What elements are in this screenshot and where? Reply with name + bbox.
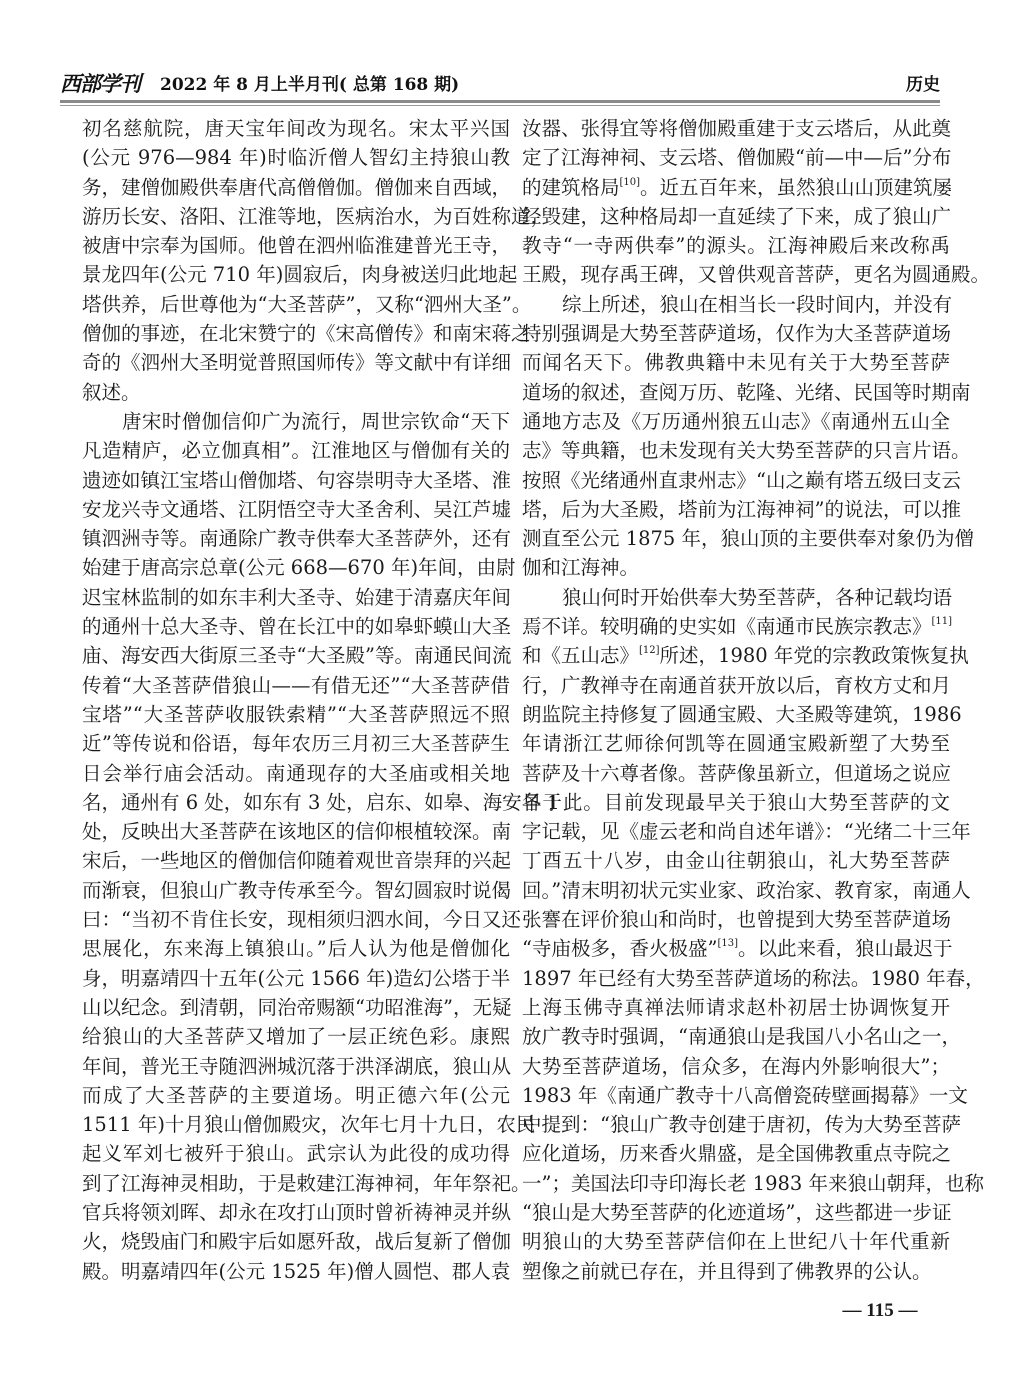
text-line: 伽和江海神。 <box>522 556 640 580</box>
running-header <box>60 66 940 100</box>
text-line: 朗监院主持修复了圆通宝殿、大圣殿等建筑，1986 <box>522 702 962 726</box>
citation-marker: [13] <box>717 938 738 950</box>
text-line: 山以纪念。到清朝，同治帝赐额“功昭淮海”，无疑 <box>82 995 512 1019</box>
text-line: 丁酉五十八岁，由金山往朝狼山，礼大势至菩萨 <box>522 849 950 873</box>
text-line: 放广教寺时强调，“南通狼山是我国八小名山之一， <box>522 1025 961 1049</box>
paragraph <box>522 114 991 290</box>
text-line: 安龙兴寺文通塔、江阴悟空寺大圣舍利、吴江芦墟 <box>82 497 512 521</box>
text-line: 殿。明嘉靖四年(公元 1525 年)僧人圆恺、郡人袁 <box>82 1259 511 1283</box>
text-line: 年间，普光王寺随泗洲城沉落于洪泽湖底，狼山从 <box>82 1054 512 1078</box>
text-line: 初名慈航院，唐天宝年间改为现名。宋太平兴国 <box>82 117 510 140</box>
text-line: 按照《光绪通州直隶州志》“山之巅有塔五级曰支云 <box>522 468 961 492</box>
text-line: 教寺“一寺两供奉”的源头。江海神殿后来改称禹 <box>522 234 950 258</box>
text-line: 和《五山志》[12]所述，1980 年党的宗教政策恢复执 <box>522 644 969 668</box>
text-line: 务，建僧伽殿供奉唐代高僧僧伽。僧伽来自西域， <box>82 175 512 199</box>
text-line: 名，通州有 6 处，如东有 3 处，启东、如皋、海安各 1 <box>82 790 560 814</box>
section-label: 历史 <box>906 75 940 95</box>
text-line: 传着“大圣菩萨借狼山——有借无还”“大圣菩萨借 <box>82 673 510 697</box>
header-rule-thick <box>60 100 940 103</box>
text-line: 景龙四年(公元 710 年)圆寂后，肉身被送归此地起 <box>82 263 518 287</box>
text-line: 1511 年)十月狼山僧伽殿灾，次年七月十九日，农民 <box>82 1113 536 1137</box>
text-line: 综上所述，狼山在相当长一段时间内，并没有 <box>562 292 953 316</box>
text-line: 而渐衰，但狼山广教寺传承至今。智幻圆寂时说偈 <box>82 878 512 902</box>
paragraph <box>82 114 551 407</box>
text-line: 塔，后为大圣殿，塔前为江海神祠”的说法，可以推 <box>522 497 961 521</box>
text-line: 而闻名天下。佛教典籍中未见有关于大势至菩萨 <box>522 351 950 375</box>
text-line: 1897 年已经有大势至菩萨道场的称法。1980 年春， <box>522 966 985 990</box>
text-line: 遗迹如镇江宝塔山僧伽塔、句容崇明寺大圣塔、淮 <box>82 468 512 492</box>
text-line: 的通州十总大圣寺、曾在长江中的如皋虾蟆山大圣 <box>82 615 512 639</box>
text-line: 测直至公元 1875 年，狼山顶的主要供奉对象仍为僧 <box>522 527 975 551</box>
paragraph <box>522 290 975 583</box>
paragraph <box>522 583 985 1286</box>
text-line: 塔供养，后世尊他为“大圣菩萨”，又称“泗州大圣”。 <box>82 292 532 316</box>
text-line: 日会举行庙会活动。南通现存的大圣庙或相关地 <box>82 761 510 785</box>
text-line: 道场的叙述，查阅万历、乾隆、光绪、民国等时期南 <box>522 380 971 404</box>
text-line: 通地方志及《万历通州狼五山志》《南通州五山全 <box>522 409 950 433</box>
text-line: 一”；美国法印寺印海长老 1983 年来狼山朝拜，也称 <box>522 1171 984 1195</box>
text-line: 处，反映出大圣菩萨在该地区的信仰根植较深。南 <box>82 820 512 844</box>
text-line: 上海玉佛寺真禅法师请求赵朴初居士协调恢复开 <box>522 995 950 1019</box>
citation-marker: [10] <box>619 176 641 188</box>
text-line: 定了江海神祠、支云塔、僧伽殿“前—中—后”分布 <box>522 146 952 170</box>
text-line: 应化道场，历来香火鼎盛，是全国佛教重点寺院之 <box>522 1142 952 1166</box>
text-line: 宋后，一些地区的僧伽信仰随着观世音崇拜的兴起 <box>82 849 512 873</box>
text-line: “狼山是大势至菩萨的化迹道场”，这些都进一步证 <box>522 1200 952 1224</box>
text-line: 镇泗洲寺等。南通除广教寺供奉大圣菩萨外，还有 <box>82 527 512 551</box>
right-column <box>522 114 991 1286</box>
text-line: 始建于唐高宗总章(公元 668—670 年)年间，由尉 <box>82 556 516 580</box>
text-line: “寺庙极多，香火极盛”[13]。以此来看，狼山最迟于 <box>522 937 953 961</box>
text-line: 塑像之前就已存在，并且得到了佛教界的公认。 <box>522 1259 932 1283</box>
text-line: 汝器、张得宜等将僧伽殿重建于支云塔后，从此奠 <box>522 117 952 140</box>
text-line: 近”等传说和俗语，每年农历三月初三大圣菩萨生 <box>82 732 510 756</box>
text-line: 的建筑格局[10]。近五百年来，虽然狼山山顶建筑屡 <box>522 175 953 199</box>
text-line: 宝塔”“大圣菩萨收服铁索精”“大圣菩萨照远不照 <box>82 702 510 726</box>
text-line: 王殿，现存禹王碑，又曾供观音菩萨，更名为圆通殿。 <box>522 263 991 287</box>
text-line: 迟宝林监制的如东丰利大圣寺、始建于清嘉庆年间 <box>82 585 512 609</box>
text-line: 狼山何时开始供奉大势至菩萨，各种记载均语 <box>562 585 953 609</box>
text-line: 火，烧毁庙门和殿宇后如愿歼敌，战后复新了僧伽 <box>82 1230 512 1254</box>
text-line: 回。”清末明初状元实业家、政治家、教育家，南通人 <box>522 878 971 902</box>
text-line: 奇的《泗州大圣明觉普照国师传》等文献中有详细 <box>82 351 512 375</box>
text-line: 行，广教禅寺在南通首获开放以后，育枚方丈和月 <box>522 673 952 697</box>
text-line: 叙述。 <box>82 380 141 404</box>
text-line: 菩萨及十六尊者像。菩萨像虽新立，但道场之说应 <box>522 761 952 785</box>
text-line: 官兵将领刘晖、却永在攻打山顶时曾祈祷神灵并纵 <box>82 1200 512 1224</box>
text-line: 经毁建，这种格局却一直延续了下来，成了狼山广 <box>522 204 952 228</box>
text-line: 明狼山的大势至菩萨信仰在上世纪八十年代重新 <box>522 1230 950 1254</box>
header-rule-thin <box>60 105 940 106</box>
text-line: 特别强调是大势至菩萨道场，仅作为大圣菩萨道场 <box>522 322 952 346</box>
paragraph <box>82 407 560 1286</box>
citation-marker: [11] <box>931 616 953 628</box>
text-line: 1983 年《南通广教寺十八高僧瓷砖壁画揭幕》一文 <box>522 1083 968 1107</box>
journal-logo: 西部学刊 <box>60 71 140 96</box>
text-line: 曰：“当初不肯住长安，现相须归泗水间，今日又还 <box>82 908 521 932</box>
text-line: 志》等典籍，也未发现有关大势至菩萨的只言片语。 <box>522 439 971 463</box>
text-line: 起义军刘七被歼于狼山。武宗认为此役的成功得 <box>82 1142 510 1166</box>
text-line: 游历长安、洛阳、江淮等地，医病治水，为百姓称道， <box>82 204 551 228</box>
page-number: — 115 — <box>842 1300 918 1321</box>
left-column <box>82 114 560 1286</box>
text-line: 僧伽的事迹，在北宋赞宁的《宋高僧传》和南宋蒋之 <box>82 322 531 346</box>
text-line: 中提到：“狼山广教寺创建于唐初，传为大势至菩萨 <box>522 1113 961 1137</box>
text-line: 年请浙江艺师徐何凯等在圆通宝殿新塑了大势至 <box>522 732 950 756</box>
issue-info: 2022 年 8 月上半月刊( 总第 168 期) <box>160 75 460 95</box>
text-line: 大势至菩萨道场，信众多，在海内外影响很大”； <box>522 1054 950 1078</box>
text-line: 张謇在评价狼山和尚时，也曾提到大势至菩萨道场 <box>522 908 952 932</box>
text-line: 到了江海神灵相助，于是敕建江海神祠，年年祭祀。 <box>82 1171 531 1195</box>
text-line: 早于此。目前发现最早关于狼山大势至菩萨的文 <box>522 790 950 814</box>
text-line: 焉不详。较明确的史实如《南通市民族宗教志》[11] <box>522 615 953 639</box>
citation-marker: [12] <box>639 645 660 657</box>
text-line: 身，明嘉靖四十五年(公元 1566 年)造幻公塔于半 <box>82 966 511 990</box>
text-line: 而成了大圣菩萨的主要道场。明正德六年(公元 <box>82 1083 510 1107</box>
text-line: 被唐中宗奉为国师。他曾在泗州临淮建普光王寺， <box>82 234 512 258</box>
text-line: (公元 976—984 年)时临沂僧人智幻主持狼山教 <box>82 146 510 170</box>
text-line: 凡造精庐，必立伽真相”。江淮地区与僧伽有关的 <box>82 439 510 463</box>
text-line: 字记载，见《虚云老和尚自述年谱》：“光绪二十三年 <box>522 820 971 844</box>
text-line: 给狼山的大圣菩萨又增加了一层正统色彩。康熙 <box>82 1025 510 1049</box>
text-line: 思展化，东来海上镇狼山。”后人认为他是僧伽化 <box>82 937 510 961</box>
text-line: 唐宋时僧伽信仰广为流行，周世宗钦命“天下 <box>122 409 510 433</box>
text-line: 庙、海安西大街原三圣寺“大圣殿”等。南通民间流 <box>82 644 512 668</box>
